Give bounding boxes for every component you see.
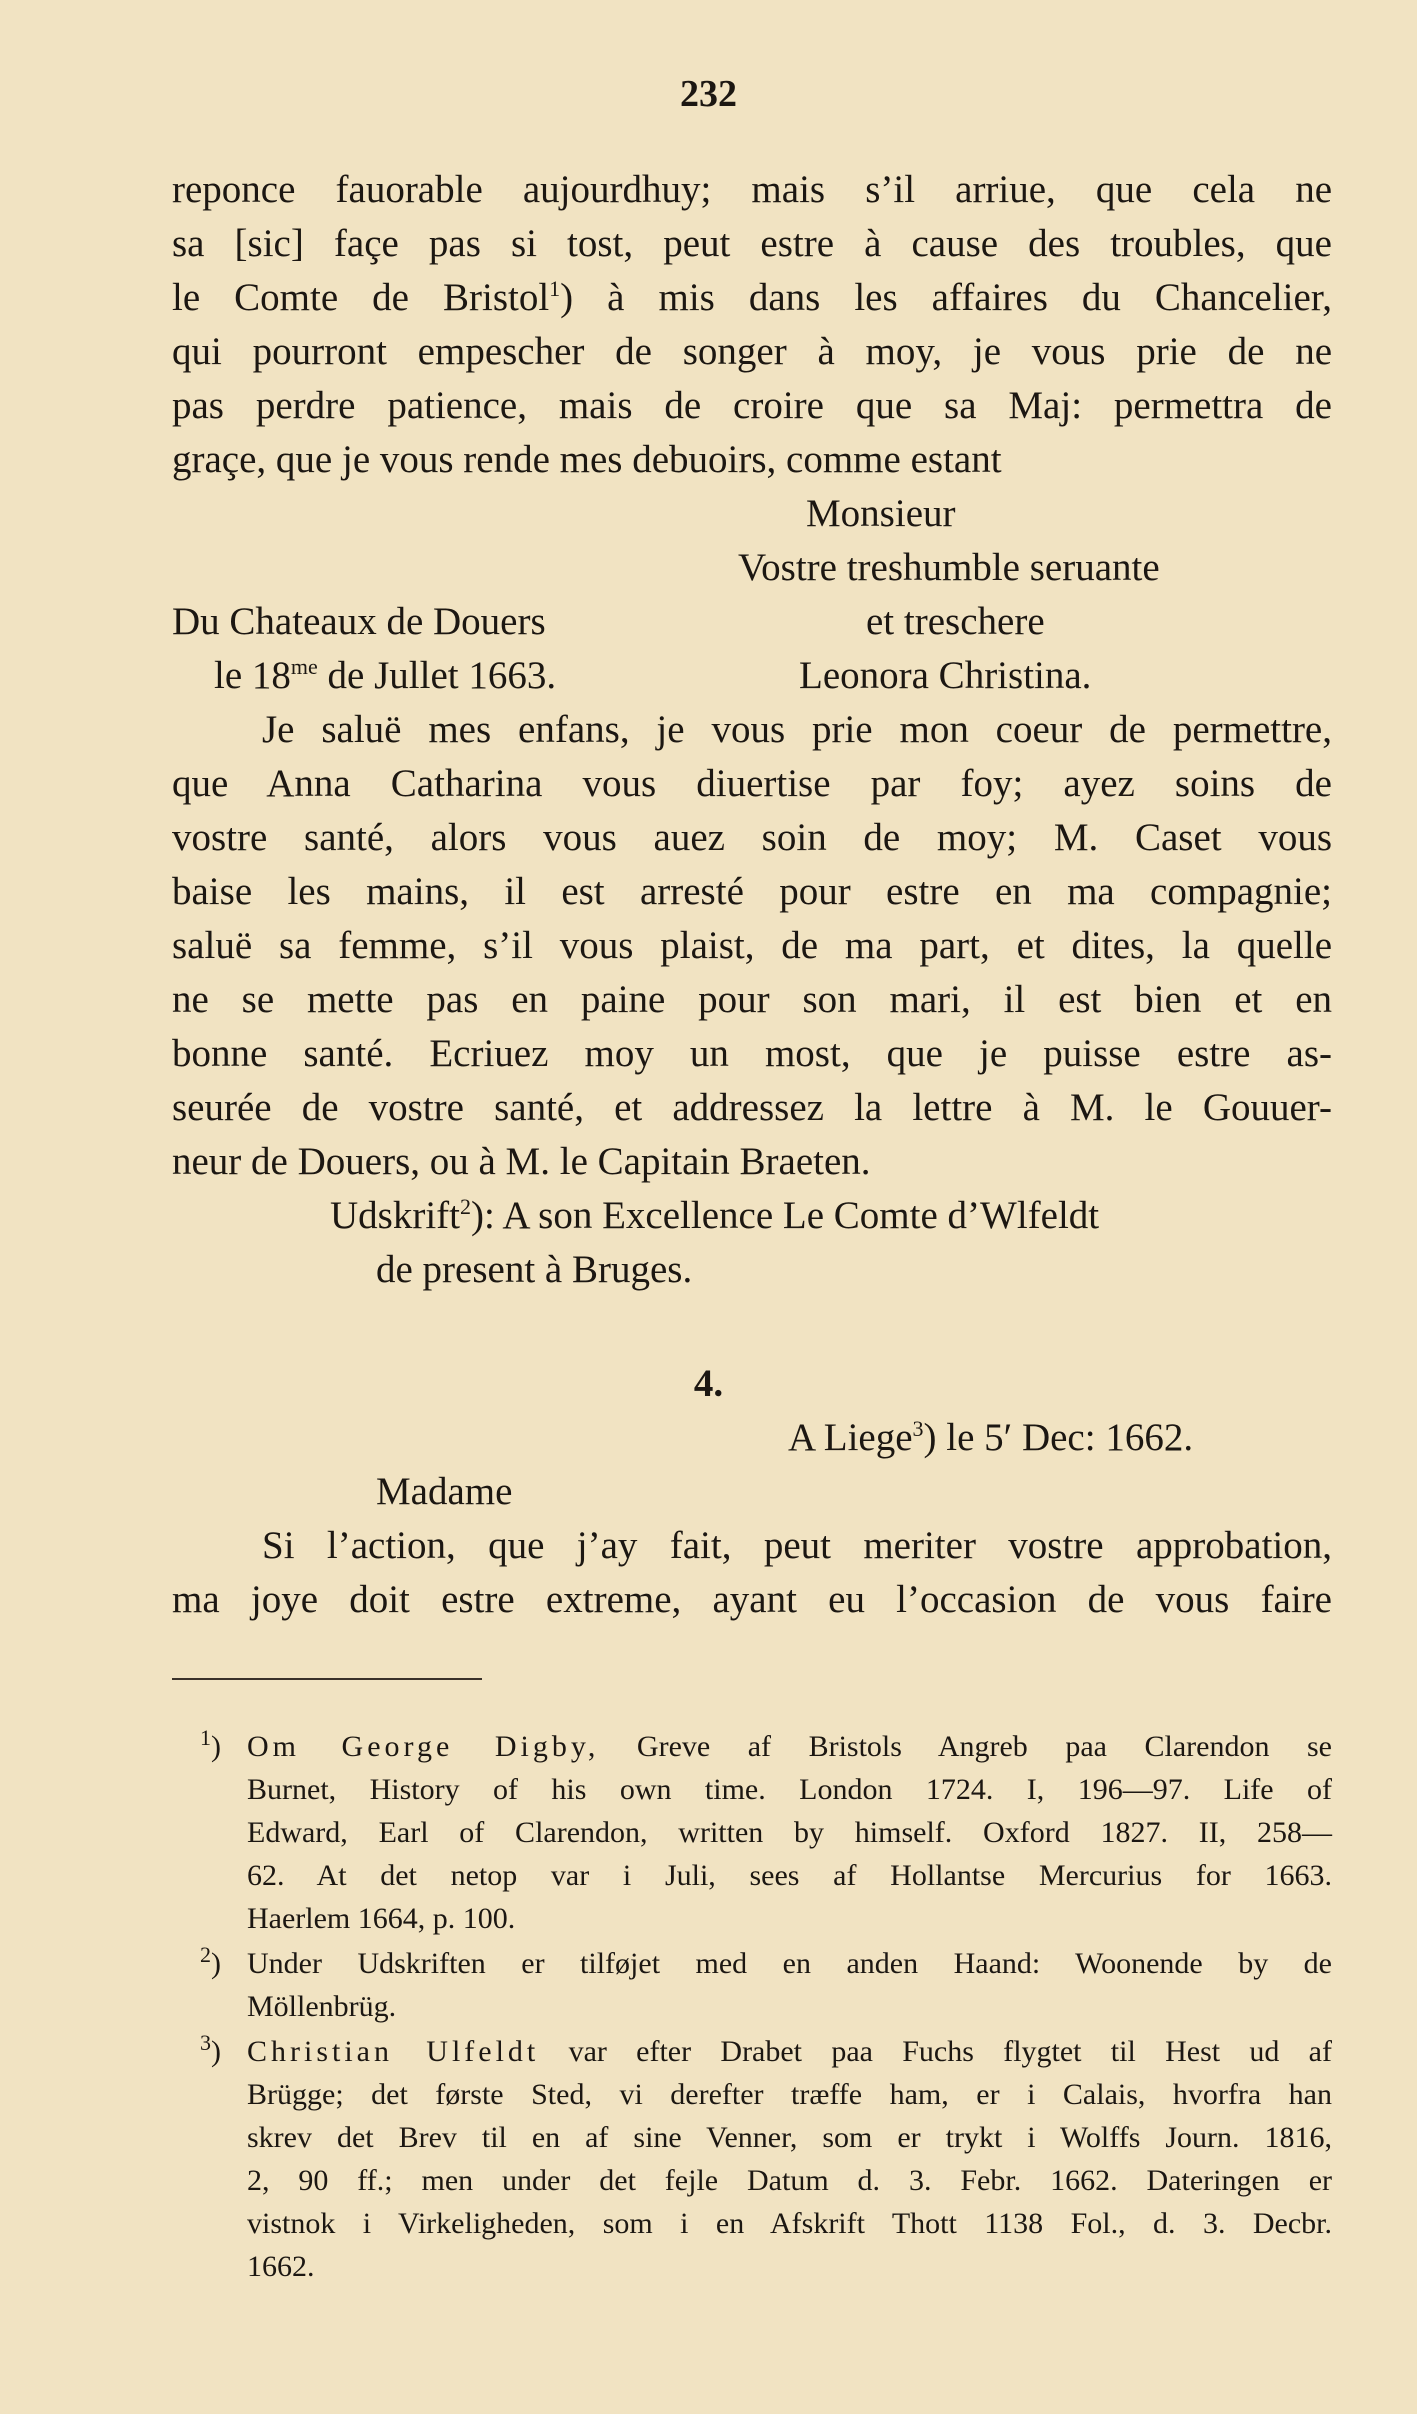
letter4-line: ma joye doit estre extreme, ayant eu l’occasion de vous faire <box>172 1578 1332 1621</box>
footnote-1-line <box>247 1725 1332 1768</box>
postscript-line: ne se mette pas en paine pour son mari, il est bien et en <box>172 978 1332 1021</box>
address-line-2: de present à Bruges. <box>376 1248 693 1291</box>
footnote-1-line: Edward, Earl of Clarendon, written by himself. Oxford 1827. II, 258— <box>247 1816 1332 1849</box>
footnote-3-line: 2, 90 ff.; men under det fejle Datum d. 3. Febr. 1662. Dateringen er <box>247 2164 1332 2197</box>
body-line: sa [sic] façe pas si tost, peut estre à cause des troubles, que <box>172 222 1332 265</box>
date-superscript: me <box>290 654 318 679</box>
footnote-1-line: Burnet, History of his own time. London 1724. I, 196—97. Life of <box>247 1773 1332 1806</box>
letter4-place-date <box>788 1411 1193 1465</box>
body-line <box>172 271 1332 325</box>
udskrift-label: Udskrift <box>330 1194 460 1237</box>
postscript-line: vostre santé, alors vous auez soin de moy; M. Caset vous <box>172 816 1332 859</box>
footnote-1-text: Greve af Bristols Angreb paa Clarendon se <box>636 1730 1332 1763</box>
closing-vostre: Vostre treshumble seruante <box>738 546 1160 589</box>
footnote-3-mark: $^3$) <box>200 2030 221 2068</box>
footnote-1-number: 1 <box>200 1725 211 1750</box>
footnote-3-line: skrev det Brev til en af sine Venner, som er trykt i Wolffs Journ. 1816, <box>247 2121 1332 2154</box>
chancelier-text: ) à mis dans les affaires du Chancelier, <box>560 276 1332 319</box>
address-text: ): A son Excellence Le Comte d’Wlfeldt <box>471 1194 1100 1237</box>
letter-date <box>214 649 556 703</box>
footnote-3-line <box>247 2030 1332 2073</box>
letter-number: 4. <box>693 1362 724 1405</box>
footnote-2-line: Möllenbrüg. <box>247 1990 397 2023</box>
footnote-2-line: Under Udskriften er tilføjet med en anden Haand: Woonende by de <box>247 1947 1332 1980</box>
footnote-1-line: Haerlem 1664, p. 100. <box>247 1902 516 1935</box>
address-line <box>330 1189 1099 1243</box>
letter-place: Du Chateaux de Douers <box>172 600 546 643</box>
body-line: graçe, que je vous rende mes debuoirs, comme estant <box>172 438 1002 481</box>
page-number: 232 <box>680 73 737 115</box>
footnote-3-line: 1662. <box>247 2250 315 2283</box>
postscript-line: baise les mains, il est arresté pour estre en ma compagnie; <box>172 870 1332 913</box>
footnote-2-number: 2 <box>200 1942 211 1967</box>
footnote-3-line: vistnok i Virkeligheden, som i en Afskrift Thott 1138 Fol., d. 3. Decbr. <box>247 2207 1332 2240</box>
footnote-3-name: Christian Ulfeldt <box>247 2035 540 2068</box>
footnote-ref-2: 2 <box>460 1194 471 1219</box>
footnote-2-mark: $^2$) <box>200 1942 221 1980</box>
postscript-line: bonne santé. Ecriuez moy un most, que je puisse estre as- <box>172 1032 1332 1075</box>
footnote-3-number: 3 <box>200 2030 211 2055</box>
letter4-salutation: Madame <box>376 1470 513 1513</box>
liege-text: A Liege <box>788 1416 913 1459</box>
bristol-text: le Comte de Bristol <box>172 276 550 319</box>
body-line: pas perdre patience, mais de croire que sa Maj: permettra de <box>172 384 1332 427</box>
closing-treschere: et treschere <box>866 600 1045 643</box>
postscript-line: seurée de vostre santé, et addressez la lettre à M. le Gouuer- <box>172 1086 1332 1129</box>
body-line: reponce fauorable aujourdhuy; mais s’il arriue, que cela ne <box>172 168 1332 211</box>
date-day: le 18 <box>214 654 291 697</box>
postscript-line: Je saluë mes enfans, je vous prie mon coeur de permettre, <box>262 708 1332 751</box>
body-line: qui pourront empescher de songer à moy, je vous prie de ne <box>172 330 1332 373</box>
footnote-ref-1: 1 <box>549 276 561 301</box>
footnote-3-line: Brügge; det første Sted, vi derefter træffe ham, er i Calais, hvorfra han <box>247 2078 1332 2111</box>
footnote-ref-3: 3 <box>912 1416 924 1441</box>
footnote-1-name: Om George Digby, <box>247 1730 600 1763</box>
postscript-line: saluë sa femme, s’il vous plaist, de ma part, et dites, la quelle <box>172 924 1332 967</box>
postscript-line: que Anna Catharina vous diuertise par foy; ayez soins de <box>172 762 1332 805</box>
footnote-1-line: 62. At det netop var i Juli, sees af Hollantse Mercurius for 1663. <box>247 1859 1332 1892</box>
footnote-1-mark: $^1$) <box>200 1725 221 1763</box>
letter4-line: Si l’action, que j’ay fait, peut meriter vostre approbation, <box>262 1524 1332 1567</box>
signature: Leonora Christina. <box>799 654 1092 697</box>
footnote-divider <box>172 1678 482 1680</box>
letter4-date: ) le 5′ Dec: 1662. <box>923 1416 1194 1459</box>
salutation-monsieur: Monsieur <box>806 492 956 535</box>
postscript-line: neur de Douers, ou à M. le Capitain Braeten. <box>172 1140 871 1183</box>
footnote-3-text: var efter Drabet paa Fuchs flygtet til Hest ud af <box>568 2035 1332 2068</box>
date-rest: de Jullet 1663. <box>317 654 557 697</box>
